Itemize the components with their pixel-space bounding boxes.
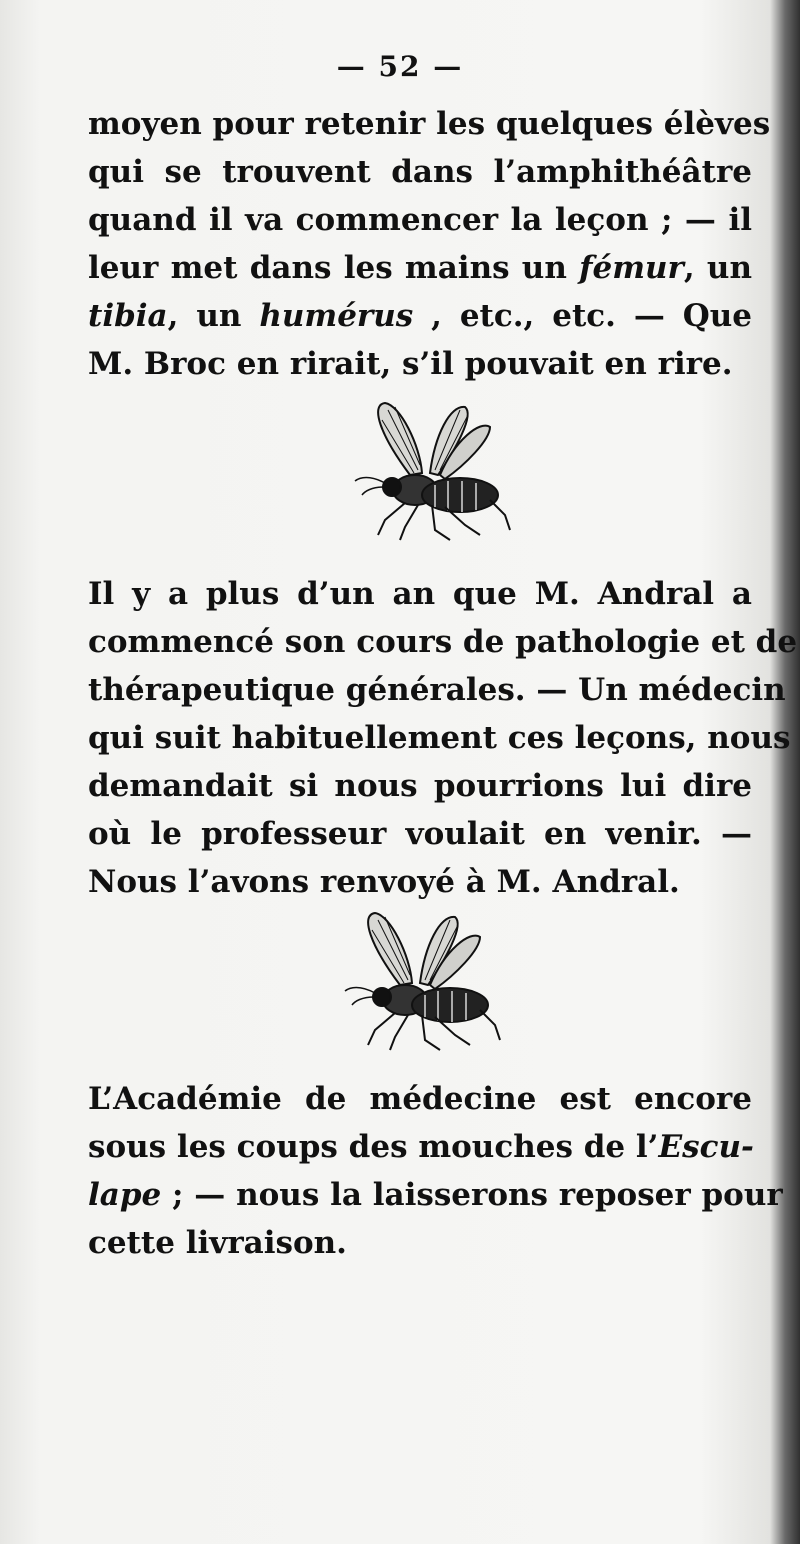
text-line: demandait si nous pourrions lui dire	[88, 768, 752, 804]
text-line: L’Académie de médecine est encore	[88, 1081, 752, 1117]
text-line: quand il va commencer la leçon ; — il	[88, 202, 752, 238]
paragraph-2	[88, 570, 798, 906]
text-line	[88, 292, 752, 340]
paragraph-3	[88, 1075, 783, 1267]
page-number: — 52 —	[336, 50, 464, 83]
text-line: Nous l’avons renvoyé à M. Andral.	[88, 864, 680, 900]
text-run: , un	[683, 250, 752, 286]
text-line: cette livraison.	[88, 1225, 347, 1261]
fly-engraving-icon	[330, 905, 520, 1055]
italic-term: humérus	[259, 298, 414, 334]
text-line	[88, 1171, 783, 1219]
paragraph-1	[88, 100, 771, 388]
italic-term: fémur	[579, 250, 684, 286]
text-line: moyen pour retenir les quelques élèves	[88, 106, 771, 142]
fly-engraving-icon	[340, 395, 530, 545]
text-line: M. Broc en rirait, s’il pouvait en rire.	[88, 346, 733, 382]
text-run: leur met dans les mains un	[88, 250, 580, 286]
italic-term: Escu-	[658, 1129, 754, 1165]
text-line: qui suit habituellement ces leçons, nous	[88, 720, 791, 756]
text-run: sous les coups des mouches de l’	[88, 1129, 659, 1165]
text-line: thérapeutique générales. — Un médecin	[88, 672, 786, 708]
text-line	[88, 244, 752, 292]
text-run: , un	[167, 298, 260, 334]
text-line	[88, 1123, 752, 1171]
text-line: Il y a plus d’un an que M. Andral a	[88, 576, 752, 612]
italic-term: lape	[88, 1177, 162, 1213]
text-line: qui se trouvent dans l’amphithéâtre	[88, 154, 752, 190]
italic-term: tibia	[88, 298, 168, 334]
text-run: , etc., etc. — Que	[413, 298, 752, 334]
text-line: commencé son cours de pathologie et de	[88, 624, 798, 660]
text-line: où le professeur voulait en venir. —	[88, 816, 752, 852]
text-run: ; — nous la laisserons reposer pour	[161, 1177, 783, 1213]
